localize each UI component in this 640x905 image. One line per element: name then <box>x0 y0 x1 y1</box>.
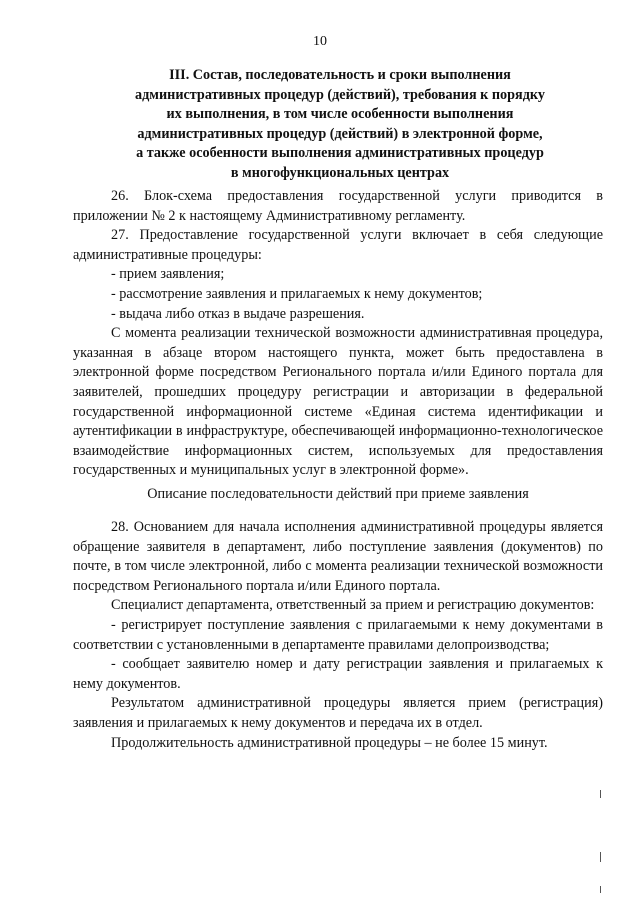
procedure-body <box>73 518 603 753</box>
section-body <box>73 187 603 481</box>
section-title <box>80 66 600 184</box>
section-title-line: административных процедур (действий), требования к порядку <box>135 86 545 103</box>
paragraph-specialist: Специалист департамента, ответственный за прием и регистрацию документов: <box>111 597 595 614</box>
paragraph-26: 26. Блок-схема предоставления государственной услуги приводится в приложении № 2 к настоящему Административному регламенту. <box>73 188 603 224</box>
paragraph-28: 28. Основанием для начала исполнения административной процедуры является обращение заявителя в департамент, либо поступление заявления (документов) по почте, в том числе электронной, либо с момента реализации технической возможности посредством Регионального портала и/или Единого портала. <box>73 519 603 594</box>
list-item: - прием заявления; <box>111 266 225 283</box>
paragraph-informs: - сообщает заявителю номер и дату регистрации заявления и прилагаемых к нему документов. <box>73 656 603 692</box>
page-number: 10 <box>313 34 327 49</box>
paragraph-result: Результатом административной процедуры является прием (регистрация) заявления и прилагаемых к нему документов и передача их в отдел. <box>73 695 603 731</box>
section-title-line: административных процедур (действий) в электронной форме, <box>137 125 543 142</box>
paragraph-electronic-form: С момента реализации технической возможности административная процедура, указанная в абзаце втором настоящего пункта, может быть предоставлена в электронной форме посредством Регионального портала и/или Единого портала для заявителей, прошедших процедуру регистрации и авторизации в федеральной государственной информационной системе «Единая система идентификации и аутентификации в инфраструктуре, обеспечивающей информационно-технологическое взаимодействие информационных систем, используемых для предоставления государственных и муниципальных услуг в электронной форме». <box>73 325 603 479</box>
section-title-line: III. Состав, последовательность и сроки выполнения <box>169 67 511 83</box>
section-title-line: а также особенности выполнения административных процедур <box>136 145 544 162</box>
scan-mark <box>600 886 601 893</box>
section-title-line: в многофункциональных центрах <box>230 164 450 181</box>
paragraph-registers: - регистрирует поступление заявления с прилагаемыми к нему документами в соответствии с установленными в департаменте правилами делопроизводства; <box>73 616 603 653</box>
section-title-line: их выполнения, в том числе особенности выполнения <box>166 106 514 123</box>
scan-mark <box>600 790 601 798</box>
scan-mark <box>600 852 601 862</box>
paragraph-27: 27. Предоставление государственной услуги включает в себя следующие административные процедуры: <box>73 227 603 263</box>
list-item: - рассмотрение заявления и прилагаемых к нему документов; <box>111 285 483 302</box>
list-item: - выдача либо отказ в выдаче разрешения. <box>111 305 365 322</box>
paragraph-duration: Продолжительность административной процедуры – не более 15 минут. <box>111 734 548 751</box>
subheading: Описание последовательности действий при приеме заявления <box>147 486 529 502</box>
